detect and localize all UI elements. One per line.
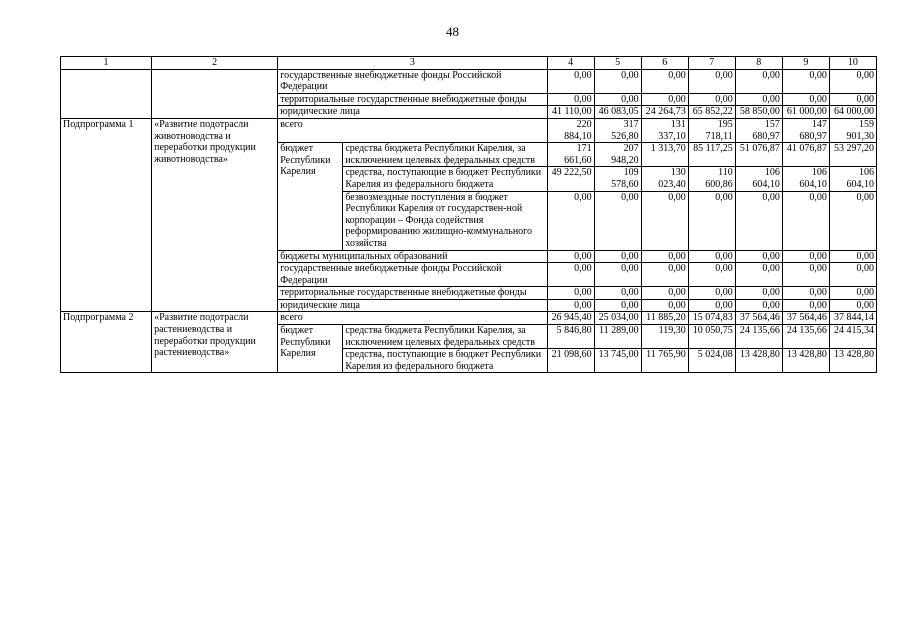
value-cell: 110 600,86 xyxy=(688,167,735,191)
value-cell: 0,00 xyxy=(782,250,829,263)
source-label: бюджеты муниципальных образований xyxy=(278,250,547,263)
column-number-row xyxy=(61,57,877,70)
value-cell: 119,30 xyxy=(641,325,688,349)
source-label: средства бюджета Республики Карелия, за исключением целевых федеральных средств xyxy=(343,325,547,349)
value-cell: 24 135,66 xyxy=(735,325,782,349)
value-cell: 0,00 xyxy=(594,93,641,106)
source-label: средства, поступающие в бюджет Республики Карелия из федерального бюджета xyxy=(343,167,547,191)
value-cell: 0,00 xyxy=(735,263,782,287)
value-cell: 0,00 xyxy=(641,69,688,93)
value-cell: 65 852,22 xyxy=(688,106,735,119)
value-cell: 37 564,46 xyxy=(782,312,829,325)
value-cell: 0,00 xyxy=(641,250,688,263)
value-cell: 220 884,10 xyxy=(547,118,594,142)
value-cell: 207 948,20 xyxy=(594,143,641,167)
value-cell: 0,00 xyxy=(641,299,688,312)
value-cell: 0,00 xyxy=(641,191,688,250)
value-cell: 0,00 xyxy=(782,287,829,300)
value-cell: 0,00 xyxy=(782,299,829,312)
value-cell: 106 604,10 xyxy=(735,167,782,191)
value-cell: 0,00 xyxy=(547,299,594,312)
col-header: 7 xyxy=(688,57,735,70)
value-cell: 13 745,00 xyxy=(594,349,641,373)
value-cell: 0,00 xyxy=(641,93,688,106)
source-label: средства бюджета Республики Карелия, за исключением целевых федеральных средств xyxy=(343,143,547,167)
value-cell: 106 604,10 xyxy=(782,167,829,191)
value-cell: 0,00 xyxy=(594,250,641,263)
source-label: территориальные государственные внебюджетные фонды xyxy=(278,287,547,300)
value-cell: 0,00 xyxy=(688,299,735,312)
source-label: всего xyxy=(278,312,547,325)
value-cell: 0,00 xyxy=(547,263,594,287)
source-label: всего xyxy=(278,118,547,142)
value-cell: 0,00 xyxy=(688,69,735,93)
value-cell: 0,00 xyxy=(782,93,829,106)
value-cell: 1 313,70 xyxy=(641,143,688,167)
value-cell: 0,00 xyxy=(829,299,876,312)
subprogram-code: Подпрограмма 2 xyxy=(61,312,152,373)
col-header: 10 xyxy=(829,57,876,70)
value-cell: 0,00 xyxy=(641,263,688,287)
value-cell: 0,00 xyxy=(829,93,876,106)
value-cell: 0,00 xyxy=(547,287,594,300)
value-cell: 0,00 xyxy=(782,191,829,250)
empty-cell xyxy=(152,69,278,118)
value-cell: 26 945,40 xyxy=(547,312,594,325)
value-cell: 11 885,20 xyxy=(641,312,688,325)
value-cell: 0,00 xyxy=(594,263,641,287)
source-label: территориальные государственные внебюджетные фонды xyxy=(278,93,547,106)
col-header: 9 xyxy=(782,57,829,70)
value-cell: 0,00 xyxy=(688,93,735,106)
value-cell: 46 083,05 xyxy=(594,106,641,119)
value-cell: 21 098,60 xyxy=(547,349,594,373)
value-cell: 0,00 xyxy=(829,250,876,263)
source-label: безвозмездные поступления в бюджет Республики Карелия от государствен-ной корпорации – Фонда содействия реформированию жилищно-коммунального хозяйства xyxy=(343,191,547,250)
col-header: 6 xyxy=(641,57,688,70)
value-cell: 13 428,80 xyxy=(829,349,876,373)
value-cell: 0,00 xyxy=(594,287,641,300)
source-label: юридические лица xyxy=(278,299,547,312)
subprogram-total-row xyxy=(61,312,877,325)
source-label: государственные внебюджетные фонды Российской Федерации xyxy=(278,69,547,93)
value-cell: 195 718,11 xyxy=(688,118,735,142)
value-cell: 5 024,08 xyxy=(688,349,735,373)
value-cell: 53 297,20 xyxy=(829,143,876,167)
source-label: юридические лица xyxy=(278,106,547,119)
value-cell: 61 000,00 xyxy=(782,106,829,119)
value-cell: 85 117,25 xyxy=(688,143,735,167)
value-cell: 11 289,00 xyxy=(594,325,641,349)
subprogram-total-row xyxy=(61,118,877,142)
value-cell: 0,00 xyxy=(594,299,641,312)
value-cell: 41 076,87 xyxy=(782,143,829,167)
value-cell: 0,00 xyxy=(735,93,782,106)
source-label: средства, поступающие в бюджет Республики Карелия из федерального бюджета xyxy=(343,349,547,373)
value-cell: 58 850,00 xyxy=(735,106,782,119)
value-cell: 147 680,97 xyxy=(782,118,829,142)
value-cell: 24 135,66 xyxy=(782,325,829,349)
value-cell: 5 846,80 xyxy=(547,325,594,349)
table-row xyxy=(61,69,877,93)
value-cell: 0,00 xyxy=(688,191,735,250)
source-label: государственные внебюджетные фонды Российской Федерации xyxy=(278,263,547,287)
value-cell: 0,00 xyxy=(829,263,876,287)
value-cell: 37 844,14 xyxy=(829,312,876,325)
col-header: 4 xyxy=(547,57,594,70)
subprogram-name: «Развитие подотрасли растениеводства и переработки продукции растениеводства» xyxy=(152,312,278,373)
value-cell: 0,00 xyxy=(688,287,735,300)
value-cell: 0,00 xyxy=(547,250,594,263)
value-cell: 106 604,10 xyxy=(829,167,876,191)
col-header: 1 xyxy=(61,57,152,70)
empty-cell xyxy=(61,69,152,118)
value-cell: 0,00 xyxy=(688,250,735,263)
value-cell: 24 264,73 xyxy=(641,106,688,119)
value-cell: 109 578,60 xyxy=(594,167,641,191)
col-header: 8 xyxy=(735,57,782,70)
value-cell: 0,00 xyxy=(735,287,782,300)
value-cell: 131 337,10 xyxy=(641,118,688,142)
value-cell: 0,00 xyxy=(735,69,782,93)
value-cell: 11 765,90 xyxy=(641,349,688,373)
budget-table xyxy=(60,56,877,373)
col-header: 3 xyxy=(278,57,547,70)
value-cell: 64 000,00 xyxy=(829,106,876,119)
value-cell: 10 050,75 xyxy=(688,325,735,349)
value-cell: 15 074,83 xyxy=(688,312,735,325)
page-number: 48 xyxy=(446,24,459,39)
subprogram-name: «Развитие подотрасли животноводства и переработки продукции животноводства» xyxy=(152,118,278,312)
value-cell: 0,00 xyxy=(594,191,641,250)
value-cell: 24 415,34 xyxy=(829,325,876,349)
budget-label: бюджет Республики Карелия xyxy=(278,143,343,250)
value-cell: 157 680,97 xyxy=(735,118,782,142)
subprogram-code: Подпрограмма 1 xyxy=(61,118,152,312)
value-cell: 159 901,30 xyxy=(829,118,876,142)
value-cell: 317 526,80 xyxy=(594,118,641,142)
value-cell: 0,00 xyxy=(688,263,735,287)
value-cell: 13 428,80 xyxy=(782,349,829,373)
value-cell: 0,00 xyxy=(547,191,594,250)
value-cell: 37 564,46 xyxy=(735,312,782,325)
value-cell: 51 076,87 xyxy=(735,143,782,167)
value-cell: 0,00 xyxy=(547,69,594,93)
value-cell: 25 034,00 xyxy=(594,312,641,325)
budget-label: бюджет Республики Карелия xyxy=(278,325,343,373)
value-cell: 0,00 xyxy=(594,69,641,93)
value-cell: 41 110,00 xyxy=(547,106,594,119)
value-cell: 0,00 xyxy=(735,250,782,263)
value-cell: 0,00 xyxy=(829,69,876,93)
value-cell: 130 023,40 xyxy=(641,167,688,191)
value-cell: 0,00 xyxy=(829,191,876,250)
value-cell: 13 428,80 xyxy=(735,349,782,373)
col-header: 5 xyxy=(594,57,641,70)
value-cell: 171 661,60 xyxy=(547,143,594,167)
value-cell: 0,00 xyxy=(829,287,876,300)
col-header: 2 xyxy=(152,57,278,70)
value-cell: 0,00 xyxy=(547,93,594,106)
value-cell: 0,00 xyxy=(782,263,829,287)
value-cell: 49 222,50 xyxy=(547,167,594,191)
value-cell: 0,00 xyxy=(735,191,782,250)
value-cell: 0,00 xyxy=(735,299,782,312)
value-cell: 0,00 xyxy=(782,69,829,93)
value-cell: 0,00 xyxy=(641,287,688,300)
